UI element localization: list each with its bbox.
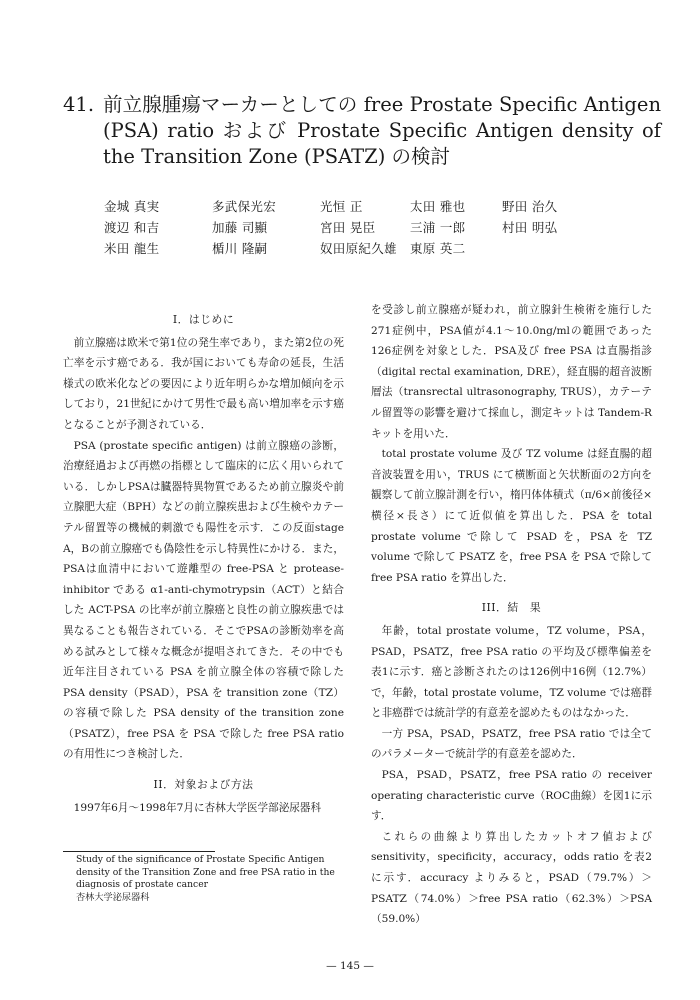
author: 光恒 正 [320,199,363,214]
author: 三浦 一郎 [410,220,466,235]
left-column [63,300,344,818]
author: 渡辺 和吉 [104,220,160,235]
footnote [76,854,348,904]
author-list [104,196,584,259]
author: 金城 真実 [104,199,160,214]
paragraph: PSA，PSAD，PSATZ，free PSA ratio の receiver operating characteristic curve（ROC曲線）を図1に示す． [371,769,652,823]
author-row [104,217,584,238]
section-heading-methods: II．対象および方法 [153,778,254,792]
article-number: 41. [63,93,95,116]
author: 村田 明弘 [502,220,558,235]
paragraph: total prostate volume 及び TZ volume は経直腸的超音波装置を用い，TRUS にて横断面と矢状断面の2方向を観察して前立腺計測を行い，楕円体体積式（π/6×前後径×横径×長さ）にて近似値を算出した．PSA を total prostate volume で除して PSAD を，PSA を TZ volume で除して PSATZ を，free PSA を PSA で除して free PSA ratio を算出した． [371,448,652,584]
page-number: — 145 — [326,960,374,972]
paragraph: 前立腺癌は欧米で第1位の発生率であり，また第2位の死亡率を示す癌である．我が国においても寿命の延長，生活様式の欧米化などの要因により近年明らかな増加傾向を示しており，21世紀にかけて男性で最も高い増加率を示す癌となることが予測されている． [63,336,344,431]
author: 東原 英二 [410,241,466,256]
section-heading-introduction: I．はじめに [172,313,235,326]
paragraph: 1997年6月～1998年7月に杏林大学医学部泌尿器科 [73,801,322,814]
author-row [104,196,584,217]
article-title-text: 前立腺腫瘍マーカーとしての free Prostate Specific Antigen (PSA) ratio および Prostate Specific Antigen density of the Transition Zone (PSATZ) の検討 [103,93,661,168]
author: 楯川 隆嗣 [212,241,268,256]
footnote-affiliation: 杏林大学泌尿器科 [76,891,150,903]
author: 野田 治久 [502,199,558,214]
paragraph: 年齢，total prostate volume，TZ volume，PSA，PSAD，PSATZ，free PSA ratio の平均及び標準偏差を表1に示す．癌と診断されたのは126例中16例（12.7%）で，年齢，total prostate volume，TZ volume では癌群と非癌群では統計学的有意差を認めたものはなかった． [371,624,652,720]
paragraph: を受診し前立腺癌が疑われ，前立腺針生検術を施行した271症例中，PSA値が4.1～10.0ng/mlの範囲であった126症例を対象とした．PSA及び free PSA は直腸指診（digital rectal examination, DRE），経直腸的超音波断層法（transrectal ultrasonography, TRUS），カテーテル留置等の影響を避けて採血し，測定キットは Tandem-R キットを用いた． [371,304,652,440]
paragraph: 一方 PSA，PSAD，PSATZ，free PSA ratio では全てのパラメーターで統計学的有意差を認めた． [371,727,652,761]
author: 多武保光宏 [212,199,277,214]
footnote-english-title: Study of the significance of Prostate Specific Antigen density of the Transition Zone and free PSA ratio in the diagnosis of prostate cancer [76,854,335,890]
author: 奴田原紀久雄 [320,241,397,256]
footnote-divider [63,851,215,852]
author-row [104,238,584,259]
right-column [371,300,652,930]
section-heading-results: III．結 果 [481,601,542,615]
paragraph: PSA (prostate specific antigen) は前立腺癌の診断，治療経過および再燃の指標として臨床的に広く用いられている．しかしPSAは臓器特異物質であるため前立腺炎や前立腺肥大症（BPH）などの前立腺疾患および生検やカテーテル留置等の機械的刺激でも陽性を示す．この反面stage A，Bの前立腺癌でも偽陰性を示し特異性にかける．また，PSAは血清中において遊離型の free-PSA と protease-inhibitor である α1-anti-chymotrypsin（ACT）と結合した ACT-PSA の比率が前立腺癌と良性の前立腺疾患では異なることも報告されている．そこでPSAの診断効率を高める試みとして様々な概念が提唱されてきた．その中でも近年注目されている PSA を前立腺全体の容積で除した PSA density（PSAD），PSA を transition zone（TZ）の容積で除した PSA density of the transition zone（PSATZ），free PSA を PSA で除した free PSA ratio の有用性につき検討した． [63,439,344,761]
author: 太田 雅也 [410,199,466,214]
author: 米田 龍生 [104,241,160,256]
author: 加藤 司顯 [212,220,268,235]
author: 宮田 晃臣 [320,220,376,235]
paragraph: これらの曲線より算出したカットオフ値および sensitivity，specificity，accuracy，odds ratio を表2に示す．accuracy よりみると，PSAD（79.7%）＞PSATZ（74.0%）＞free PSA ratio（62.3%）＞PSA（59.0%） [371,830,652,926]
